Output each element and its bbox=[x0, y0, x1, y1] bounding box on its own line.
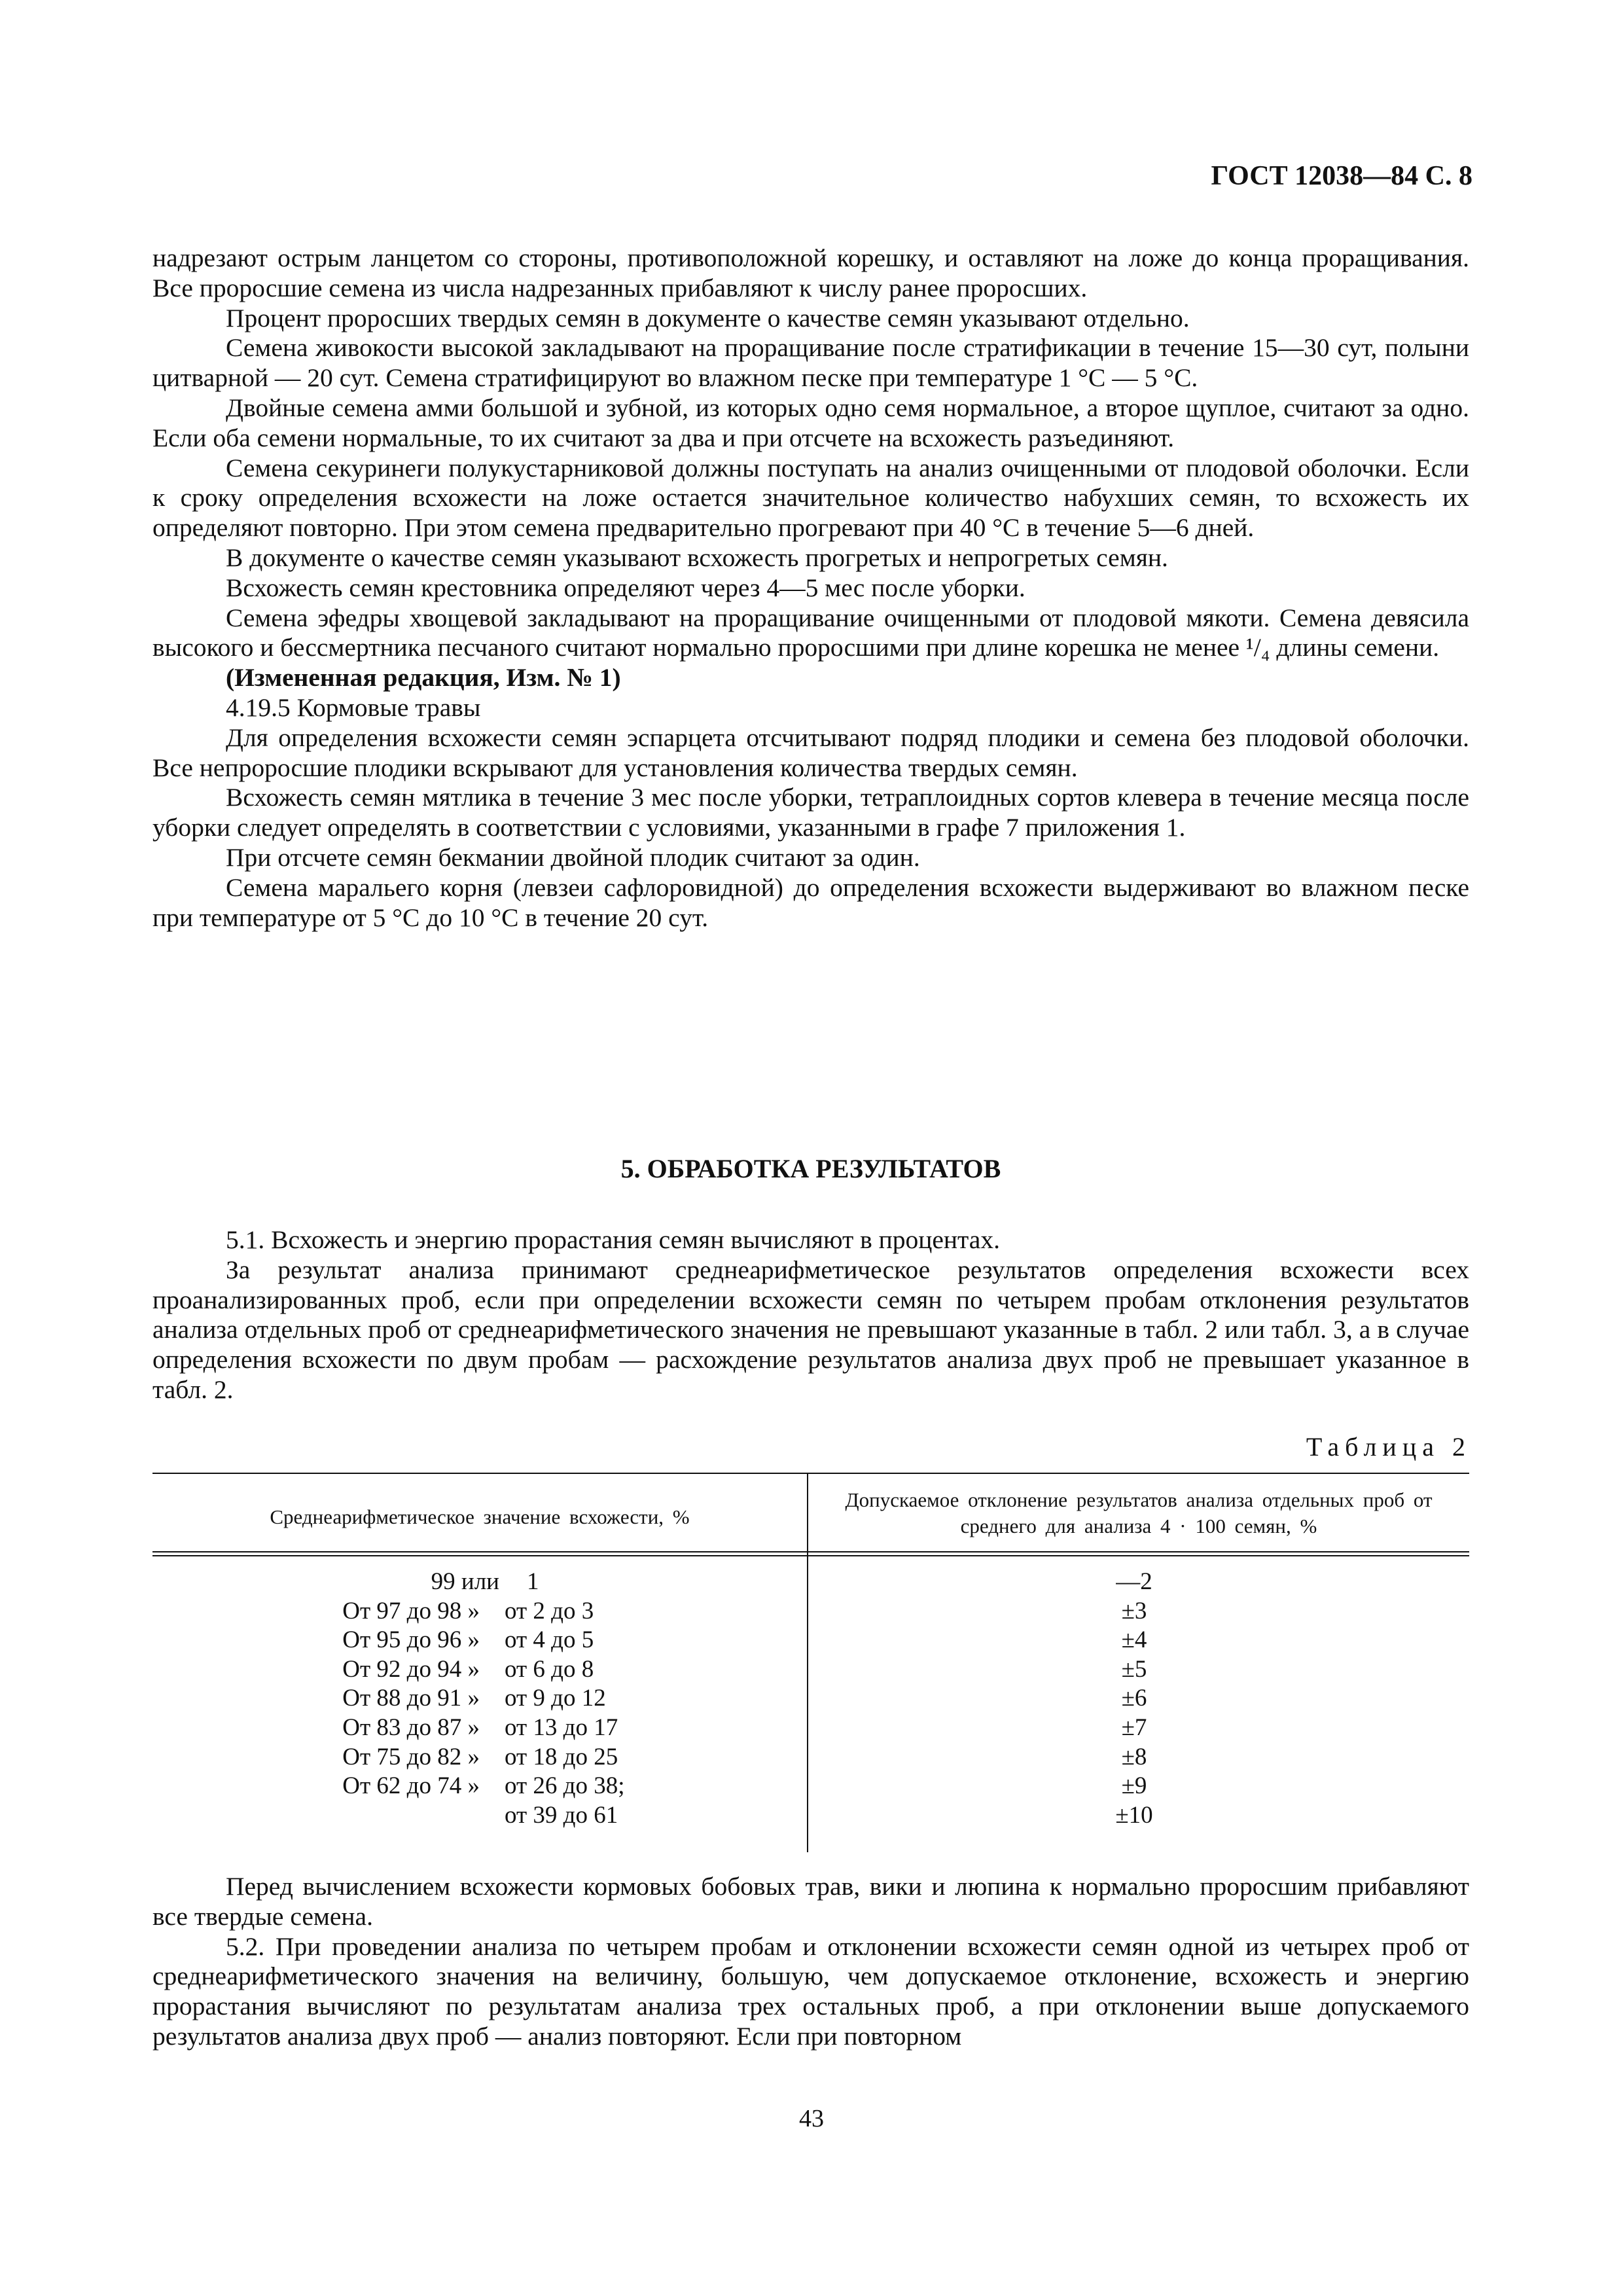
paragraph: Всхожесть семян крестовника определяют через 4—5 мес после уборки. bbox=[226, 573, 1026, 602]
cell-deviation: ±7 bbox=[1121, 1713, 1147, 1741]
table-row bbox=[152, 1597, 1469, 1626]
after-table-text bbox=[152, 1872, 1469, 2052]
cell-range-a: От 92 до 94 » bbox=[342, 1655, 480, 1683]
page-header: ГОСТ 12038—84 С. 8 bbox=[1211, 161, 1472, 191]
cell-deviation: ±5 bbox=[1121, 1655, 1147, 1683]
paragraph: надрезают острым ланцетом со стороны, противоположной корешку, и оставляют на ложе до конца проращивания. Все проросшие семена из числа надрезанных прибавляют к числу ранее проросших. bbox=[152, 243, 1469, 302]
table-caption: Таблица 2 bbox=[1306, 1432, 1471, 1462]
paragraph: 5.2. При проведении анализа по четырем пробам и отклонении всхожести семян одной из четырех проб от среднеарифметического значения на величину, большую, чем допускаемое отклонение, всхожесть и энергию прорастания вычисляют по результатам анализа трех остальных проб, а при отклонении выше допускаемого результатов анализа двух проб — анализ повторяют. Если при повторном bbox=[152, 1931, 1469, 2051]
cell-range-b: от 4 до 5 bbox=[505, 1626, 594, 1654]
cell-deviation: ±4 bbox=[1121, 1626, 1147, 1654]
paragraph: Семена эфедры хвощевой закладывают на проращивание очищенными от плодовой мякоти. Семена девясила высокого и бессмертника песчаного считают нормально проросшими при длине корешка не менее ¹/₄ длины семени. bbox=[152, 603, 1469, 662]
column-header-mean: Среднеарифметическое значение всхожести, % bbox=[270, 1505, 690, 1528]
cell-range-a: От 83 до 87 » bbox=[342, 1713, 480, 1741]
table-rule bbox=[152, 1555, 1469, 1556]
cell-range-a: От 75 до 82 » bbox=[342, 1743, 480, 1770]
cell-range-a: От 97 до 98 » bbox=[342, 1597, 480, 1624]
paragraph: Семена живокости высокой закладывают на проращивание после стратификации в течение 15—30 сут, полыни цитварной — 20 сут. Семена стратифицируют во влажном песке при температуре 1 °С — 5 °С. bbox=[152, 333, 1469, 393]
table-row bbox=[152, 1713, 1469, 1743]
cell-range-b: от 2 до 3 bbox=[505, 1597, 594, 1624]
paragraph: Процент проросших твердых семян в документе о качестве семян указывают отдельно. bbox=[226, 303, 1190, 332]
amendment-note: (Измененная редакция, Изм. № 1) bbox=[226, 663, 621, 692]
tolerance-table bbox=[152, 1473, 1469, 1852]
table-row bbox=[152, 1743, 1469, 1772]
cell-deviation: ±6 bbox=[1121, 1685, 1147, 1712]
cell-range-a: От 88 до 91 » bbox=[342, 1685, 480, 1712]
table-rule bbox=[152, 1551, 1469, 1552]
paragraph: Семена секуринеги полукустарниковой должны поступать на анализ очищенными от плодовой оболочки. Если к сроку определения всхожести на ложе остается значительное количество набухших семян, то всхожесть их определяют повторно. При этом семена предварительно прогревают при 40 °С в течение 5—6 дней. bbox=[152, 453, 1469, 543]
cell-range-b: от 6 до 8 bbox=[505, 1655, 594, 1683]
cell-range-a: От 62 до 74 » bbox=[342, 1772, 480, 1800]
table-row bbox=[152, 1801, 1469, 1831]
table-row bbox=[152, 1626, 1469, 1655]
cell-range-b: 1 bbox=[527, 1568, 539, 1595]
cell-deviation: ±10 bbox=[1115, 1801, 1153, 1829]
cell-range-b: от 13 до 17 bbox=[505, 1713, 618, 1741]
paragraph: Всхожесть семян мятлика в течение 3 мес после уборки, тетраплоидных сортов клевера в течение месяца после уборки следует определять в соответствии с условиями, указанными в графе 7 приложения 1. bbox=[152, 783, 1469, 842]
paragraph: Для определения всхожести семян эспарцета отсчитывают подряд плодики и семена без плодовой оболочки. Все непроросшие плодики вскрывают для установления количества твердых семян. bbox=[152, 723, 1469, 782]
column-header-deviation: Допускаемое отклонение результатов анализа отдельных проб от среднего для анализа 4 · 100 семян, % bbox=[845, 1488, 1433, 1537]
paragraph: Двойные семена амми большой и зубной, из которых одно семя нормальное, а второе щуплое, считают за одно. Если оба семени нормальные, то их считают за два и при отсчете на всхожесть разъединяют. bbox=[152, 393, 1469, 452]
cell-deviation: ±9 bbox=[1121, 1772, 1147, 1800]
page-number: 43 bbox=[799, 2105, 824, 2132]
paragraph: Перед вычислением всхожести кормовых бобовых трав, вики и люпина к нормально проросшим прибавляют все твердые семена. bbox=[152, 1872, 1469, 1931]
table-row bbox=[152, 1655, 1469, 1685]
paragraph: В документе о качестве семян указывают всхожесть прогретых и непрогретых семян. bbox=[226, 543, 1168, 572]
paragraph: Семена маральего корня (левзеи сафлоровидной) до определения всхожести выдерживают во влажном песке при температуре от 5 °С до 10 °С в течение 20 сут. bbox=[152, 872, 1469, 932]
cell-range-b: от 9 до 12 bbox=[505, 1685, 606, 1712]
subsection-heading: 4.19.5 Кормовые травы bbox=[226, 692, 481, 722]
cell-deviation: ±3 bbox=[1121, 1597, 1147, 1624]
cell-range-a: 99 или bbox=[431, 1568, 499, 1595]
section-title: 5. ОБРАБОТКА РЕЗУЛЬТАТОВ bbox=[620, 1154, 1001, 1183]
paragraph: При отсчете семян бекмании двойной плодик считают за один. bbox=[226, 842, 920, 872]
section-text bbox=[152, 1225, 1469, 1405]
cell-deviation: ±8 bbox=[1121, 1743, 1147, 1770]
table-row bbox=[152, 1772, 1469, 1801]
cell-range-b: от 39 до 61 bbox=[505, 1801, 618, 1829]
cell-range-b: от 18 до 25 bbox=[505, 1743, 618, 1770]
paragraph: 5.1. Всхожесть и энергию прорастания семян вычисляют в процентах. bbox=[226, 1225, 1000, 1254]
cell-range-b: от 26 до 38; bbox=[505, 1772, 625, 1800]
paragraph: За результат анализа принимают среднеарифметическое результатов определения всхожести всех проанализированных проб, если при определении всхожести семян по четырем пробам отклонения результатов анализа отдельных проб от среднеарифметического значения не превышают указанные в табл. 2 или табл. 3, а в случае определения всхожести по двум пробам — расхождение результатов анализа двух проб не превышает указанное в табл. 2. bbox=[152, 1255, 1469, 1404]
cell-range-a: От 95 до 96 » bbox=[342, 1626, 480, 1654]
table-row bbox=[152, 1568, 1469, 1597]
table-rule bbox=[152, 1473, 1469, 1474]
table-body bbox=[152, 1568, 1469, 1830]
table-row bbox=[152, 1684, 1469, 1713]
body-text bbox=[152, 243, 1469, 933]
cell-deviation: —2 bbox=[1116, 1568, 1152, 1595]
